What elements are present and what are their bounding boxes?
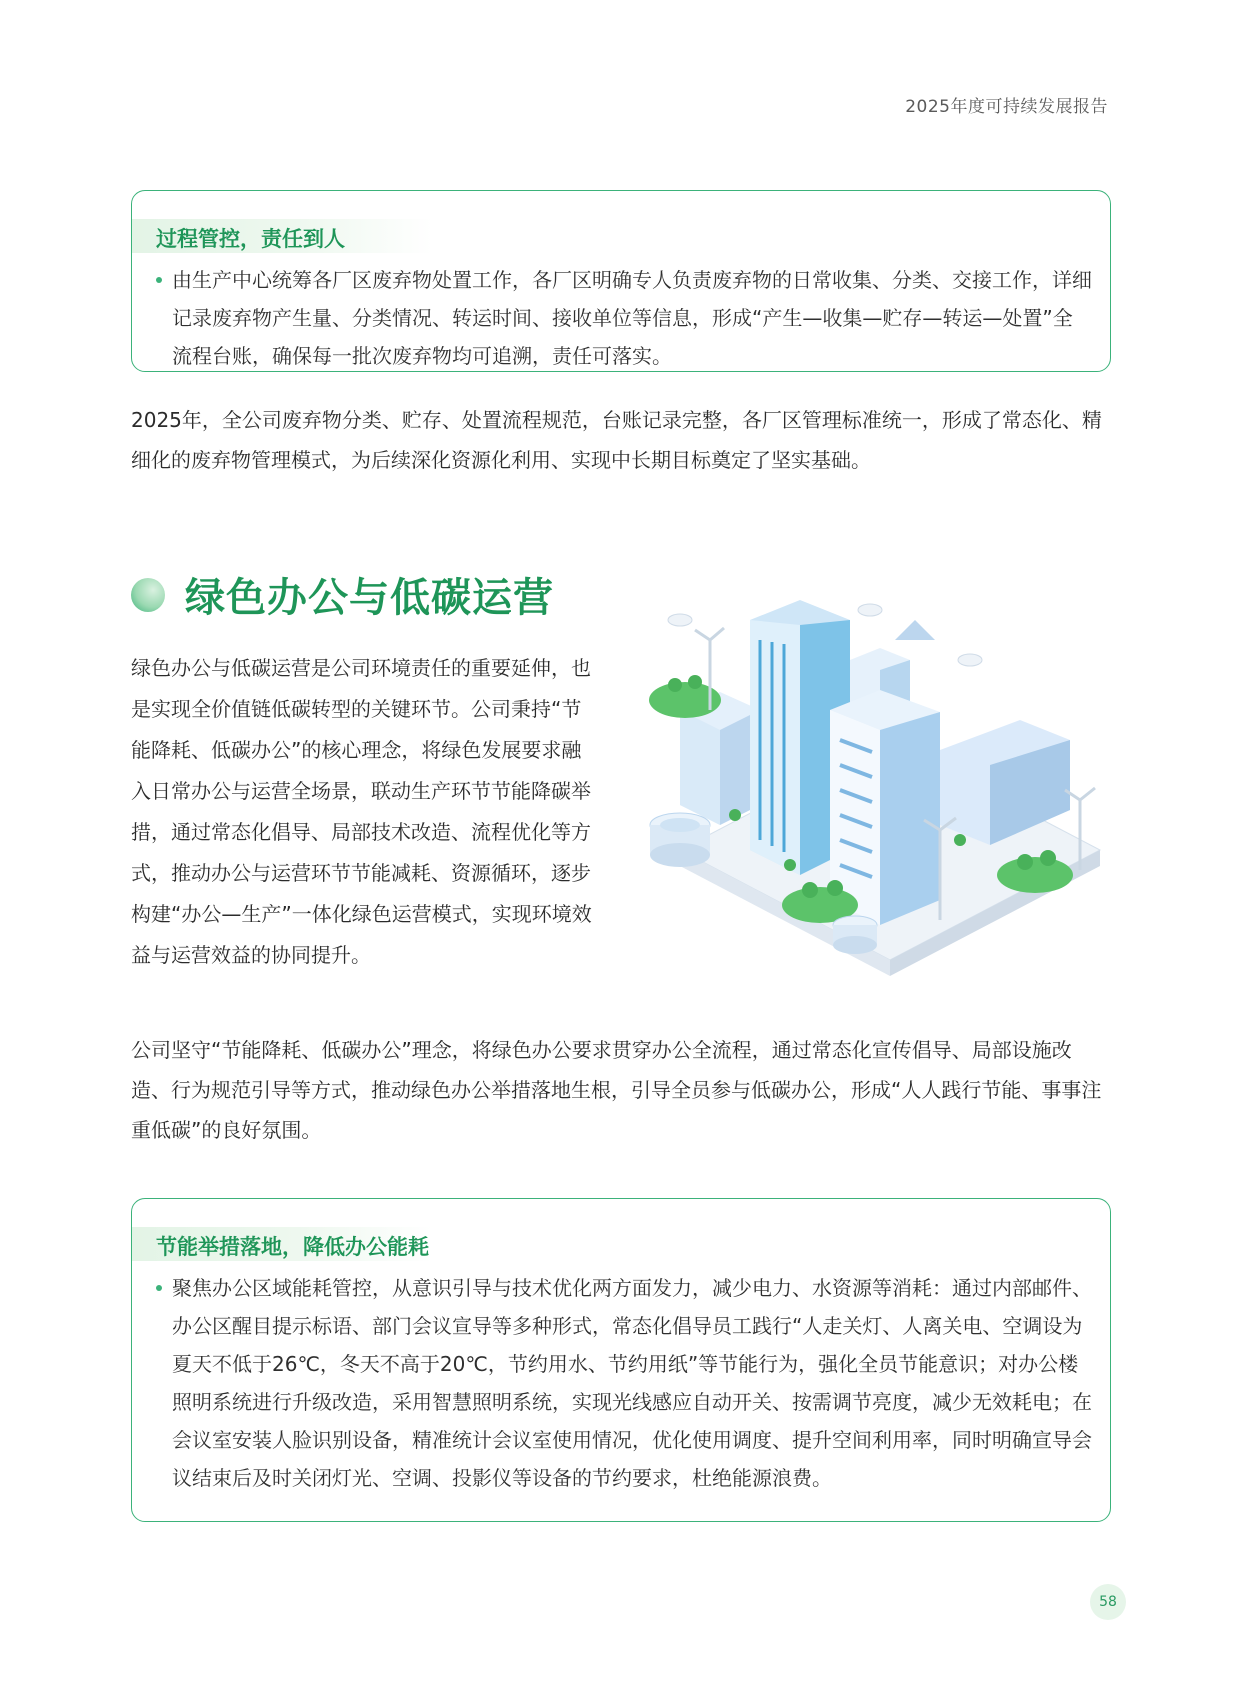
box-body bbox=[156, 1269, 1092, 1497]
bullet-text: 由生产中心统筹各厂区废弃物处置工作，各厂区明确专人负责废弃物的日常收集、分类、交接工作，详细记录废弃物产生量、分类情况、转运时间、接收单位等信息，形成“产生—收集—贮存—转运—处置”全流程台账，确保每一批次废弃物均可追溯，责任可落实。 bbox=[172, 268, 1092, 368]
green-city-illustration bbox=[640, 600, 1120, 1020]
report-title: 2025年度可持续发展报告 bbox=[905, 97, 1108, 117]
box-body bbox=[156, 261, 1092, 375]
bullet-item bbox=[156, 1269, 1092, 1497]
section-title: 绿色办公与低碳运营 bbox=[185, 575, 554, 621]
bullet-text: 聚焦办公区域能耗管控，从意识引导与技术优化两方面发力，减少电力、水资源等消耗：通过内部邮件、办公区醒目提示标语、部门会议宣导等多种形式，常态化倡导员工践行“人走关灯、人离关电、空调设为夏天不低于26℃，冬天不高于20℃，节约用水、节约用纸”等节能行为，强化全员节能意识；对办公楼照明系统进行升级改造，采用智慧照明系统，实现光线感应自动开关、按需调节亮度，减少无效耗电；在会议室安装人脸识别设备，精准统计会议室使用情况，优化使用调度、提升空间利用率，同时明确宣导会议结束后及时关闭灯光、空调、投影仪等设备的节约要求，杜绝能源浪费。 bbox=[172, 1276, 1092, 1490]
box-heading-bar bbox=[132, 1227, 432, 1261]
energy-saving-box bbox=[131, 1198, 1111, 1522]
box-heading-bar bbox=[132, 219, 432, 253]
process-control-box bbox=[131, 190, 1111, 372]
bullet-item bbox=[156, 261, 1092, 375]
summary-paragraph: 2025年，全公司废弃物分类、贮存、处置流程规范，台账记录完整，各厂区管理标准统一，形成了常态化、精细化的废弃物管理模式，为后续深化资源化利用、实现中长期目标奠定了坚实基础。 bbox=[131, 408, 1102, 472]
green-office-paragraph: 公司坚守“节能降耗、低碳办公”理念，将绿色办公要求贯穿办公全流程，通过常态化宣传倡导、局部设施改造、行为规范引导等方式，推动绿色办公举措落地生根，引导全员参与低碳办公，形成“人人践行节能、事事注重低碳”的良好氛围。 bbox=[131, 1038, 1102, 1142]
bullet-icon bbox=[156, 277, 162, 283]
box-heading: 节能举措落地，降低办公能耗 bbox=[156, 1235, 429, 1259]
section-intro-paragraph: 绿色办公与低碳运营是公司环境责任的重要延伸，也是实现全价值链低碳转型的关键环节。公司秉持“节能降耗、低碳办公”的核心理念，将绿色发展要求融入日常办公与运营全场景，联动生产环节节能降碳举措，通过常态化倡导、局部技术改造、流程优化等方式，推动办公与运营环节节能减耗、资源循环，逐步构建“办公—生产”一体化绿色运营模式，实现环境效益与运营效益的协同提升。 bbox=[131, 656, 592, 967]
box-heading: 过程管控，责任到人 bbox=[156, 227, 345, 251]
section-dot-icon bbox=[131, 578, 165, 612]
bullet-icon bbox=[156, 1285, 162, 1291]
page-number: 58 bbox=[1090, 1584, 1126, 1620]
